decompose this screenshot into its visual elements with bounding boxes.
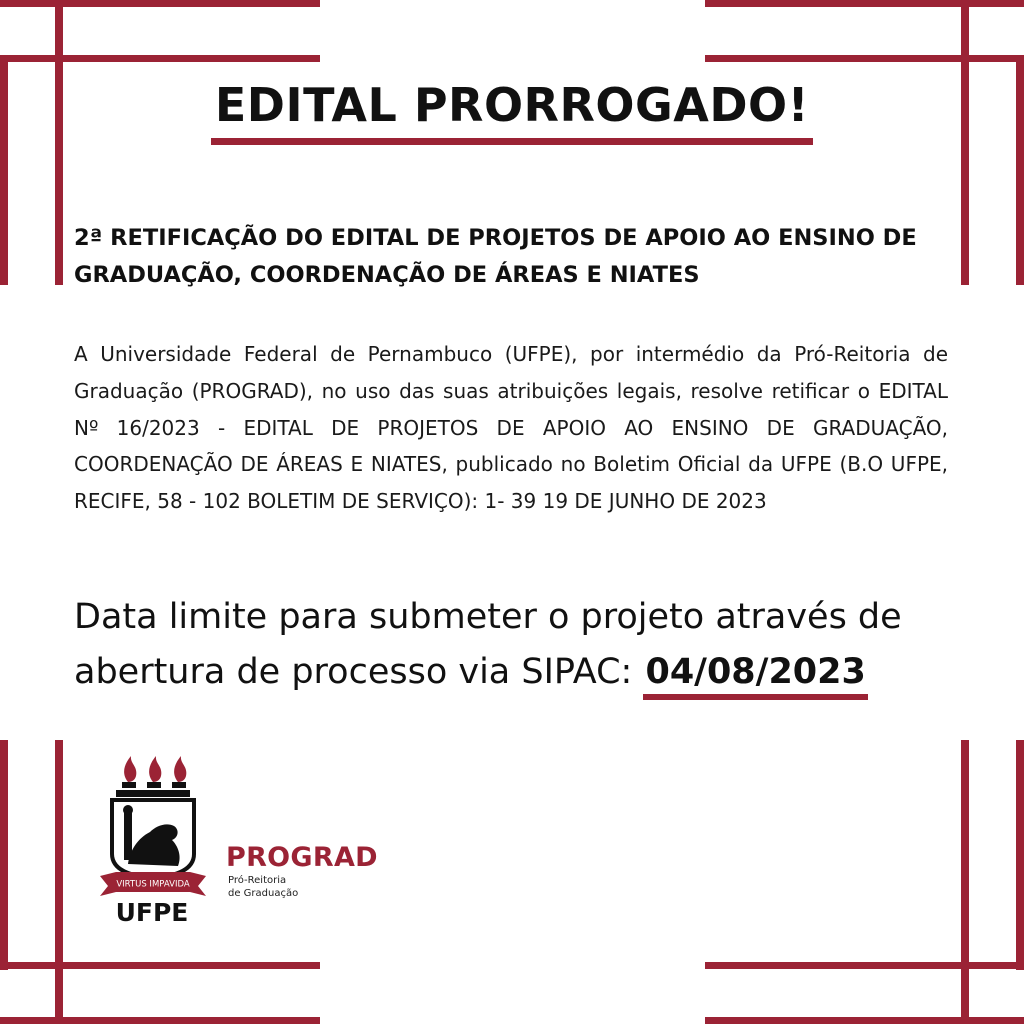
frame-top-left-h2 [0,55,320,62]
frame-bottom-right-v [961,740,969,1024]
frame-bottom-right-h [705,962,1024,969]
frame-bottom-right-v2 [1016,740,1024,970]
logo-motto: VIRTUS IMPAVIDA [116,879,190,890]
frame-bottom-right-h2 [705,1017,1024,1024]
frame-bottom-left-h [0,962,320,969]
notice-body: A Universidade Federal de Pernambuco (UFPE), por intermédio da Pró-Reitoria de Graduação (PROGRAD), no uso das suas atribuições legais, resolve retificar o EDITAL Nº 16/2023 - EDITAL DE PROJETOS DE APOIO AO ENSINO DE GRADUAÇÃO, COORDENAÇÃO DE ÁREAS E NIATES, publicado no Boletim Oficial da UFPE (B.O UFPE, RECIFE, 58 - 102 BOLETIM DE SERVIÇO): 1- 39 19 DE JUNHO DE 2023 [74,342,948,514]
prograd-subtitle [228,874,298,900]
notice-subtitle: 2ª RETIFICAÇÃO DO EDITAL DE PROJETOS DE APOIO AO ENSINO DE GRADUAÇÃO, COORDENAÇÃO DE ÁREAS E NIATES [74,225,917,288]
deadline-date: 04/08/2023 [643,650,867,700]
title-wrap [0,78,1024,145]
frame-bottom-left-h2 [0,1017,320,1024]
logo-name: UFPE [115,898,189,927]
deadline-text [74,590,954,700]
page-title: EDITAL PRORROGADO! [211,78,813,145]
frame-bottom-left-v2 [55,740,63,1024]
frame-top-right-h2 [705,55,1024,62]
frame-top-left-h [0,0,320,7]
deadline-label: Data limite para submeter o projeto através de abertura de processo via SIPAC: [74,597,902,692]
prograd-line-2: de Graduação [228,888,299,899]
frame-bottom-left-v [0,740,8,970]
prograd-name: PROGRAD [226,842,378,873]
prograd-line-1: Pró-Reitoria [228,875,287,886]
frame-top-right-h [705,0,1024,7]
